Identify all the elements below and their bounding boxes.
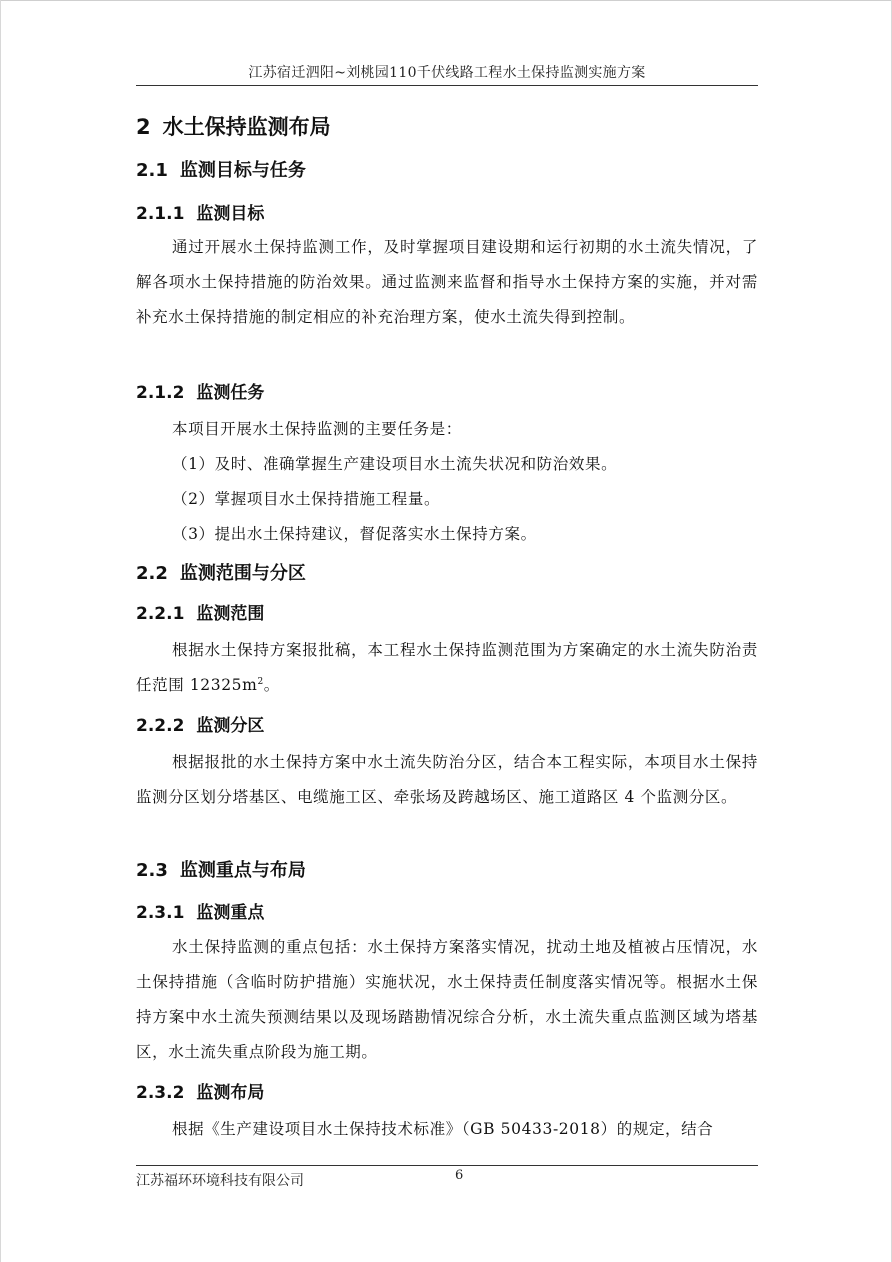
- task-item-1: （1）及时、准确掌握生产建设项目水土流失状况和防治效果。: [172, 455, 618, 473]
- section-number: 2.1: [136, 160, 168, 181]
- monitoring-layout-paragraph: 根据《生产建设项目水土保持技术标准》（GB 50433-2018）的规定，结合: [172, 1120, 714, 1138]
- section-number: 2: [136, 115, 151, 139]
- section-title: 监测布局: [196, 1083, 265, 1103]
- monitoring-focus-paragraph: 水土保持监测的重点包括：水土保持方案落实情况，扰动土地及植被占压情况，水土保持措施（含临时防护措施）实施状况，水土保持责任制度落实情况等。根据水土保持方案中水土流失预测结果以及现场踏勘情况综合分析，水土流失重点监测区域为塔基区，水土流失重点阶段为施工期。: [136, 938, 758, 1061]
- task-intro: 本项目开展水土保持监测的主要任务是：: [172, 420, 462, 438]
- scope-text-end: 。: [263, 676, 280, 694]
- section-2-2-2-heading: [136, 711, 758, 736]
- footer-rule: [136, 1165, 758, 1166]
- section-number: 2.1.1: [136, 204, 185, 224]
- area-superscript: 2: [257, 676, 264, 687]
- section-title: 监测重点与布局: [179, 860, 306, 881]
- section-2-1-1-heading: [136, 199, 758, 224]
- section-number: 2.1.2: [136, 383, 185, 403]
- section-2-1-heading: [136, 156, 758, 182]
- section-number: 2.3.2: [136, 1083, 185, 1103]
- section-2-3-2-heading: [136, 1078, 758, 1103]
- section-title: 监测目标: [196, 204, 265, 224]
- section-2-2-1-heading: [136, 599, 758, 624]
- section-number: 2.3: [136, 860, 168, 881]
- footer-company: 江苏福环环境科技有限公司: [136, 1173, 304, 1189]
- header-rule: [136, 85, 758, 86]
- section-number: 2.2.2: [136, 716, 185, 736]
- section-title: 监测目标与任务: [179, 160, 306, 181]
- task-item-2: （2）掌握项目水土保持措施工程量。: [172, 490, 441, 508]
- section-title: 监测任务: [196, 383, 265, 403]
- running-header: 江苏宿迁泗阳~刘桃园110千伏线路工程水土保持监测实施方案: [248, 65, 646, 81]
- scope-text: 根据水土保持方案报批稿，本工程水土保持监测范围为方案确定的水土流失防治责任范围 12325m: [136, 641, 758, 694]
- page-edge-top: [0, 0, 892, 1]
- section-2-2-heading: [136, 559, 758, 585]
- section-2-1-2-heading: [136, 378, 758, 403]
- section-title: 监测分区: [196, 716, 265, 736]
- section-2-3-heading: [136, 856, 758, 882]
- page-edge-left: [0, 0, 1, 1262]
- section-2-heading: [136, 111, 758, 141]
- section-title: 监测范围与分区: [179, 563, 306, 584]
- page-number: 6: [455, 1168, 464, 1183]
- section-number: 2.2.1: [136, 604, 185, 624]
- monitoring-scope-paragraph: [136, 633, 758, 703]
- monitoring-goal-paragraph: 通过开展水土保持监测工作，及时掌握项目建设期和运行初期的水土流失情况，了解各项水土保持措施的防治效果。通过监测来监督和指导水土保持方案的实施，并对需补充水土保持措施的制定相应的补充治理方案，使水土流失得到控制。: [136, 238, 758, 326]
- monitoring-zones-paragraph: 根据报批的水土保持方案中水土流失防治分区，结合本工程实际，本项目水土保持监测分区划分塔基区、电缆施工区、牵张场及跨越场区、施工道路区 4 个监测分区。: [136, 753, 758, 806]
- section-title: 水土保持监测布局: [162, 115, 331, 139]
- section-2-3-1-heading: [136, 898, 758, 923]
- section-title: 监测范围: [196, 604, 265, 624]
- section-number: 2.2: [136, 563, 168, 584]
- section-number: 2.3.1: [136, 903, 185, 923]
- task-item-3: （3）提出水土保持建议，督促落实水土保持方案。: [172, 525, 537, 543]
- section-title: 监测重点: [196, 903, 265, 923]
